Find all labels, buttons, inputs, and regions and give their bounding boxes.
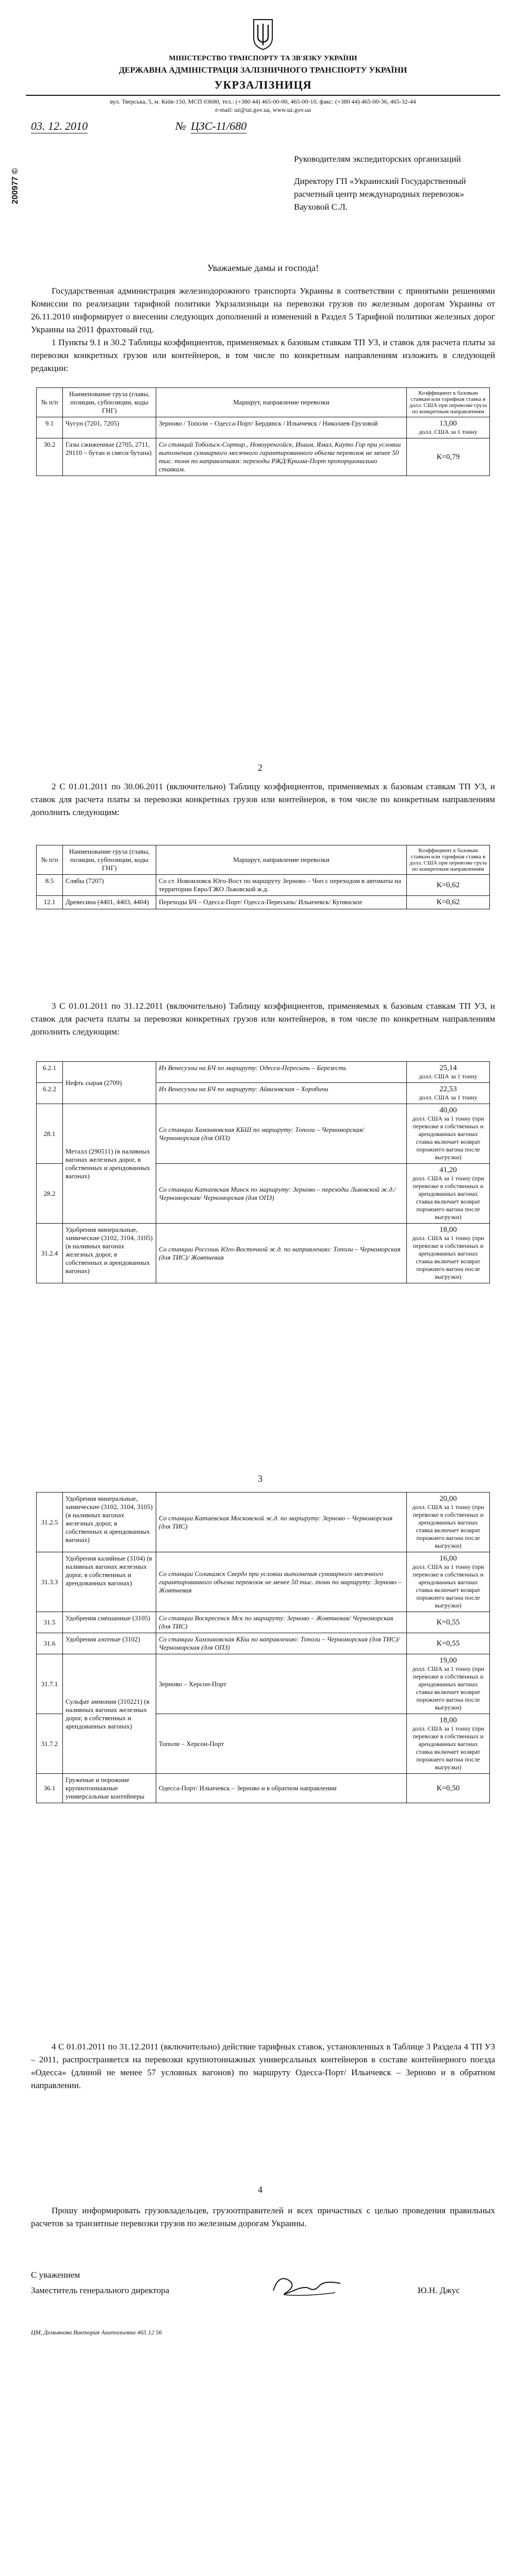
cell-cargo: Газы сжиженные (2705, 2711, 29110 – бутан и смеси бутана) bbox=[63, 438, 156, 476]
trident-emblem-icon bbox=[251, 18, 275, 50]
cell-num: 31.3.3 bbox=[37, 1552, 63, 1612]
coef-value: К=0,50 bbox=[436, 1784, 460, 1792]
cell-coef bbox=[407, 1224, 490, 1283]
cell-cargo: Нефть сырая (2709) bbox=[63, 1062, 156, 1104]
coef-note: долл. США за 1 тонну bbox=[419, 1073, 478, 1080]
respect-line: С уважением bbox=[31, 2270, 80, 2280]
table-row bbox=[37, 875, 490, 896]
contact-line: e-mail: uz@uz.gov.ua, www.uz.gov.ua bbox=[215, 106, 311, 113]
page-number: 2 bbox=[258, 762, 262, 773]
table-row bbox=[37, 438, 490, 476]
cell-route: Тополи – Херсон-Порт bbox=[156, 1714, 407, 1774]
table-row bbox=[37, 1633, 490, 1654]
cell-coef bbox=[407, 1104, 490, 1164]
header-rule bbox=[26, 95, 500, 96]
table-3 bbox=[36, 1061, 490, 1283]
table-row bbox=[37, 1654, 490, 1714]
cell-num: 31.7.2 bbox=[37, 1714, 63, 1774]
signature-icon bbox=[268, 2270, 346, 2301]
coef-note: долл. США за 1 тонну (при перевозке в собственных и арендованных вагонах ставка включает возврат порожнего вагона после выгрузки) bbox=[412, 1234, 484, 1280]
point4-paragraph bbox=[31, 2040, 495, 2092]
cell-coef bbox=[407, 875, 490, 896]
point2-text: 2 С 01.01.2011 по 30.06.2011 (включительно) Таблицу коэффициентов, применяемых к базовым ставкам ТП УЗ, и ставок для расчета платы за перевозки конкретных грузов или контейнеров, в том числе по конкретным направлениям дополнить следующим: bbox=[31, 782, 495, 817]
cell-num: 31.6 bbox=[37, 1633, 63, 1654]
cell-route: Со станции Хамзиновская КБШ по маршруту: Тополи – Черноморская/ Черноморская (для ОПЗ) bbox=[156, 1104, 407, 1164]
cell-coef bbox=[407, 1552, 490, 1612]
ministry-title: МІНІСТЕРСТВО ТРАНСПОРТУ ТА ЗВ'ЯЗКУ УКРАЇНИ bbox=[169, 55, 357, 62]
page-1 bbox=[0, 0, 526, 757]
executor-footnote: ЦМ, Демьянова Виктория Анатольевна 465 12 56 bbox=[31, 2329, 162, 2336]
cell-route: Со ст. Новоиловск Юго-Вост по маршруту Зерново – Чоп с переходом в автоматы на территории Евро/ГЖО Львовской ж.д. bbox=[156, 875, 407, 896]
cell-route: Зерново / Тополи – Одесса-Порт/ Бердянск / Ильичевск / Николаев-Грузовой bbox=[156, 417, 407, 438]
th-route: Маршрут, направление перевозки bbox=[156, 845, 407, 875]
coef-value: 13,00 bbox=[439, 419, 457, 428]
table-row bbox=[37, 1774, 490, 1803]
table-row bbox=[37, 896, 490, 909]
cell-cargo: Древесина (4401, 4403, 4404) bbox=[63, 896, 156, 909]
cell-route: Из Венесуэлы на БЧ по маршруту: Айвазовская – Хоробичи bbox=[156, 1083, 407, 1104]
table-2-header bbox=[37, 845, 490, 875]
org-title: УКРЗАЛІЗНИЦЯ bbox=[214, 78, 312, 91]
coef-value: К=0,62 bbox=[436, 898, 460, 906]
cell-cargo: Удобрения минеральные, химические (3102, 3104, 3105) (в наливных вагонах железных дорог, в собственных и арендованных вагонах) bbox=[63, 1224, 156, 1283]
cell-cargo: Удобрения калийные (3104) (в наливных вагонах железных дорог, в собственных и арендованных вагонах) bbox=[63, 1552, 156, 1612]
cell-num: 6.2.1 bbox=[37, 1062, 63, 1083]
coef-value: 18,00 bbox=[439, 1716, 457, 1724]
salutation: Уважаемые дамы и господа! bbox=[207, 263, 319, 273]
addressee-line2: Директору ГП «Украинский Государственный расчетный центр международных перевозок» bbox=[294, 176, 466, 199]
cell-route: Со станции Хамзиновская КБш по направлению: Тополи – Черноморская (для ТИС)/ Черноморская (для ОПЗ) bbox=[156, 1633, 407, 1654]
cell-coef bbox=[407, 1714, 490, 1774]
point2-paragraph bbox=[31, 780, 495, 819]
table-1 bbox=[36, 387, 490, 476]
coef-value: К=0,62 bbox=[436, 880, 460, 889]
cell-cargo: Слябы (7207) bbox=[63, 875, 156, 896]
intro-paragraph bbox=[31, 284, 495, 375]
table-row bbox=[37, 1552, 490, 1612]
cell-cargo: Груженые и порожние крупнотоннажные универсальные контейнеры bbox=[63, 1774, 156, 1803]
intro-text: Государственная администрация железнодорожного транспорта Украины в соответствии с принятыми решениями Комиссии по реализации тарифной политики Укрзализныци на перевозки грузов по железным дорогам Украины от 26.11.2010 информирует о внесении следующих дополнений и изменений в Раздел 5 Тарифной политики железных дорог Украины на 2011 фрахтовый год. bbox=[31, 286, 495, 334]
cell-num: 28.2 bbox=[37, 1164, 63, 1224]
cell-num: 36.1 bbox=[37, 1774, 63, 1803]
cell-num: 31.2.5 bbox=[37, 1493, 63, 1552]
coef-value: 40,00 bbox=[439, 1106, 457, 1114]
page-number: 3 bbox=[258, 1473, 262, 1484]
cell-route: Со станции Россошь Юго-Восточной ж.д. по направлению: Тополи – Черноморская (для ТИС)/ Жовтневая bbox=[156, 1224, 407, 1283]
signer-title: Заместитель генерального директора bbox=[31, 2285, 170, 2295]
table-row bbox=[37, 1224, 490, 1283]
cell-coef bbox=[407, 417, 490, 438]
coef-note: долл. США за 1 тонну (при перевозке в собственных и арендованных вагонах ставка включает возврат порожнего вагона после выгрузки) bbox=[412, 1563, 484, 1609]
coef-note: долл. США за 1 тонну (при перевозке в собственных и арендованных вагонах ставка включает возврат порожнего вагона после выгрузки) bbox=[412, 1665, 484, 1711]
cell-route: Со станций Тобольск-Сортир., Новоуренгойск, Ишим, Ямал, Кауто Гор при условии выполнения суммарного месячного гарантированного объема перевозок не менее 50 тыс. тонн по направлениям: переходы РЖД/Крыма-Порт пропорционально ставкам. bbox=[156, 438, 407, 476]
side-stamp-text: 200977 © bbox=[11, 168, 20, 204]
coef-note: долл. США за 1 тонну (при перевозке в собственных и арендованных вагонах ставка включает возврат порожнего вагона после выгрузки) bbox=[412, 1503, 484, 1549]
coef-note: долл. США за 1 тонну (при перевозке в собственных и арендованных вагонах ставка включает возврат порожнего вагона после выгрузки) bbox=[412, 1175, 484, 1221]
cell-coef bbox=[407, 1062, 490, 1083]
cell-cargo: Чугун (7201, 7205) bbox=[63, 417, 156, 438]
cell-route: Переходы БЧ – Одесса-Порт/ Одесса-Пересыпь/ Ильичевск/ Купянское bbox=[156, 896, 407, 909]
table-row bbox=[37, 1493, 490, 1552]
signer-name: Ю.Н. Джус bbox=[418, 2285, 460, 2295]
letter-date: 03. 12. 2010 bbox=[31, 120, 88, 132]
point4-text: 4 С 01.01.2011 по 31.12.2011 (включительно) действие тарифных ставок, установленных в Таблице 3 Раздела 4 ТП УЗ – 2011, распространяется на перевозки крупнотоннажных универсальных контейнеров в составе контейнерного поезда «Одесса» (длиной не менее 57 условных вагонов) по маршруту Одесса-Порт/ Ильичевск – Зерново и в обратном направлении. bbox=[31, 2042, 495, 2090]
cell-route: Со станции Катаевская Минск по маршруту: Зерново – переходы Львовской ж.д./ Черноморская/ Черноморская (для ОПЗ) bbox=[156, 1164, 407, 1224]
coef-note: долл. США за 1 тонну bbox=[419, 1094, 478, 1101]
coef-value: 19,00 bbox=[439, 1656, 457, 1665]
table-row bbox=[37, 417, 490, 438]
coef-value: 18,00 bbox=[439, 1226, 457, 1234]
cell-route: Со станции Катаевская Московской ж.д. по маршруту: Зерново – Черноморская (для ТИС) bbox=[156, 1493, 407, 1552]
coef-note: долл. США за 1 тонну (при перевозке в собственных и арендованных вагонах ставка включает возврат порожнего вагона после выгрузки) bbox=[412, 1725, 484, 1771]
page-2 bbox=[0, 757, 526, 1468]
coef-value: 41,20 bbox=[439, 1166, 457, 1174]
coef-value: 25,14 bbox=[439, 1064, 457, 1072]
cell-num: 6.2.2 bbox=[37, 1083, 63, 1104]
number-prefix: № bbox=[175, 120, 186, 132]
point3-text: 3 С 01.01.2011 по 31.12.2011 (включительно) Таблицу коэффициентов, применяемых к базовым ставкам ТП УЗ, и ставок для расчета платы за перевозки конкретных грузов или контейнеров, в том числе по конкретным направлениям дополнить следующим: bbox=[31, 1001, 495, 1037]
coef-value: 22,53 bbox=[439, 1085, 457, 1093]
cell-coef bbox=[407, 1493, 490, 1552]
administration-title: ДЕРЖАВНА АДМІНІСТРАЦІЯ ЗАЛІЗНИЧНОГО ТРАНСПОРТУ УКРАЇНИ bbox=[119, 66, 407, 75]
cell-num: 28.1 bbox=[37, 1104, 63, 1164]
cell-num: 9.1 bbox=[37, 417, 63, 438]
cell-num: 12.1 bbox=[37, 896, 63, 909]
table-row bbox=[37, 1612, 490, 1633]
address-line: вул. Тверська, 5, м. Київ-150, МСП 03680, тел.: (+380 44) 465-00-00, 465-00-10, факс: (+380 44) 465-00-36, 465-32-44 bbox=[110, 98, 416, 105]
th-cargo: Наименование груза (главы, позиции, субпозиции, коды ГНГ) bbox=[63, 845, 156, 875]
side-stamp bbox=[8, 139, 21, 206]
cell-cargo: Сульфат аммония (310221) (в наливных вагонах железных дорог, в собственных и арендованных вагонах) bbox=[63, 1654, 156, 1774]
cell-num: 31.5 bbox=[37, 1612, 63, 1633]
table-row bbox=[37, 1062, 490, 1083]
point3-paragraph bbox=[31, 999, 495, 1038]
coef-value: К=0,55 bbox=[436, 1639, 460, 1648]
table-4 bbox=[36, 1492, 490, 1803]
coef-value: К=0,79 bbox=[436, 452, 460, 461]
cell-coef bbox=[407, 896, 490, 909]
closing-paragraph bbox=[31, 2204, 495, 2230]
cell-route: Со станции Соликамск Свердл при условии выполнения суммарного месячного гарантированного объема перевозок не менее 50 тыс. тонн по маршруту: Зерново – Жовтневая bbox=[156, 1552, 407, 1612]
addressee-line3: Вауховой С.Л. bbox=[294, 202, 348, 212]
th-coef: Коэффициент к базовым ставкам или тарифная ставка в долл. США при перевозке груза по конкретным направлениям bbox=[407, 845, 490, 875]
table-2 bbox=[36, 845, 490, 909]
cell-cargo: Металл (290511) (в наливных вагонах железных дорог, в собственных и арендованных вагонах) bbox=[63, 1104, 156, 1224]
cell-num: 8.5 bbox=[37, 875, 63, 896]
cell-route: Из Венесуэлы на БЧ по маршруту: Одесса-Пересыпь – Березесть bbox=[156, 1062, 407, 1083]
cell-coef bbox=[407, 1654, 490, 1714]
th-num: № п/п bbox=[37, 388, 63, 417]
cell-coef bbox=[407, 1612, 490, 1633]
cell-route: Со станции Воскресенск Мск по маршруту: Зерново – Жовтневая/ Черноморская (для ТИС) bbox=[156, 1612, 407, 1633]
page-3 bbox=[0, 1468, 526, 2179]
addressee-line1: Руководителям экспедиторских организаций bbox=[294, 154, 461, 164]
cell-route: Одесса-Порт/ Ильичевск – Зерново и в обратном направлении bbox=[156, 1774, 407, 1803]
th-num: № п/п bbox=[37, 845, 63, 875]
cell-cargo: Удобрения минеральные, химические (3102, 3104, 3105) (в наливных вагонах железных дорог, в собственных и арендованных вагонах) bbox=[63, 1493, 156, 1552]
page-4 bbox=[0, 2179, 526, 2576]
cell-cargo: Удобрения азотные (3102) bbox=[63, 1633, 156, 1654]
cell-coef bbox=[407, 1774, 490, 1803]
cell-num: 30.2 bbox=[37, 438, 63, 476]
cell-coef bbox=[407, 1164, 490, 1224]
cell-num: 31.2.4 bbox=[37, 1224, 63, 1283]
page-number: 4 bbox=[258, 2184, 262, 2195]
cell-coef bbox=[407, 1083, 490, 1104]
th-cargo: Наименование груза (главы, позиции, субпозиции, коды ГНГ) bbox=[63, 388, 156, 417]
table-1-header bbox=[37, 388, 490, 417]
point1-text: 1 Пункты 9.1 и 30.2 Таблицы коэффициентов, применяемых к базовым ставкам ТП УЗ, и ставок для расчета платы за перевозки конкретных грузов или контейнеров, в том числе по конкретным направлениям изложить в следующей редакции: bbox=[31, 337, 495, 373]
coef-value: 20,00 bbox=[439, 1495, 457, 1503]
table-row bbox=[37, 1104, 490, 1164]
cell-route: Зерново – Херсон-Порт bbox=[156, 1654, 407, 1714]
cell-coef bbox=[407, 1633, 490, 1654]
coef-note: долл. США за 1 тонну bbox=[419, 428, 478, 435]
th-coef: Коэффициент к базовым ставкам или тарифная ставка в долл. США при перевозке груза по конкретным направлениям bbox=[407, 388, 490, 417]
coef-value: 16,00 bbox=[439, 1554, 457, 1563]
coef-note: долл. США за 1 тонну (при перевозке в собственных и арендованных вагонах ставка включает возврат порожнего вагона после выгрузки) bbox=[412, 1115, 484, 1161]
cell-cargo: Удобрения смешанные (3105) bbox=[63, 1612, 156, 1633]
closing-text: Прошу информировать грузовладельцев, грузоотправителей и всех причастных с целью проведения правильных расчетов за транзитные перевозки грузов по железным дорогам Украины. bbox=[31, 2206, 495, 2228]
cell-coef bbox=[407, 438, 490, 476]
addressee-block bbox=[294, 152, 500, 213]
coef-value: К=0,55 bbox=[436, 1618, 460, 1626]
th-route: Маршрут, направление перевозки bbox=[156, 388, 407, 417]
letter-number: ЦЗС-11/680 bbox=[191, 120, 247, 132]
cell-num: 31.7.1 bbox=[37, 1654, 63, 1714]
